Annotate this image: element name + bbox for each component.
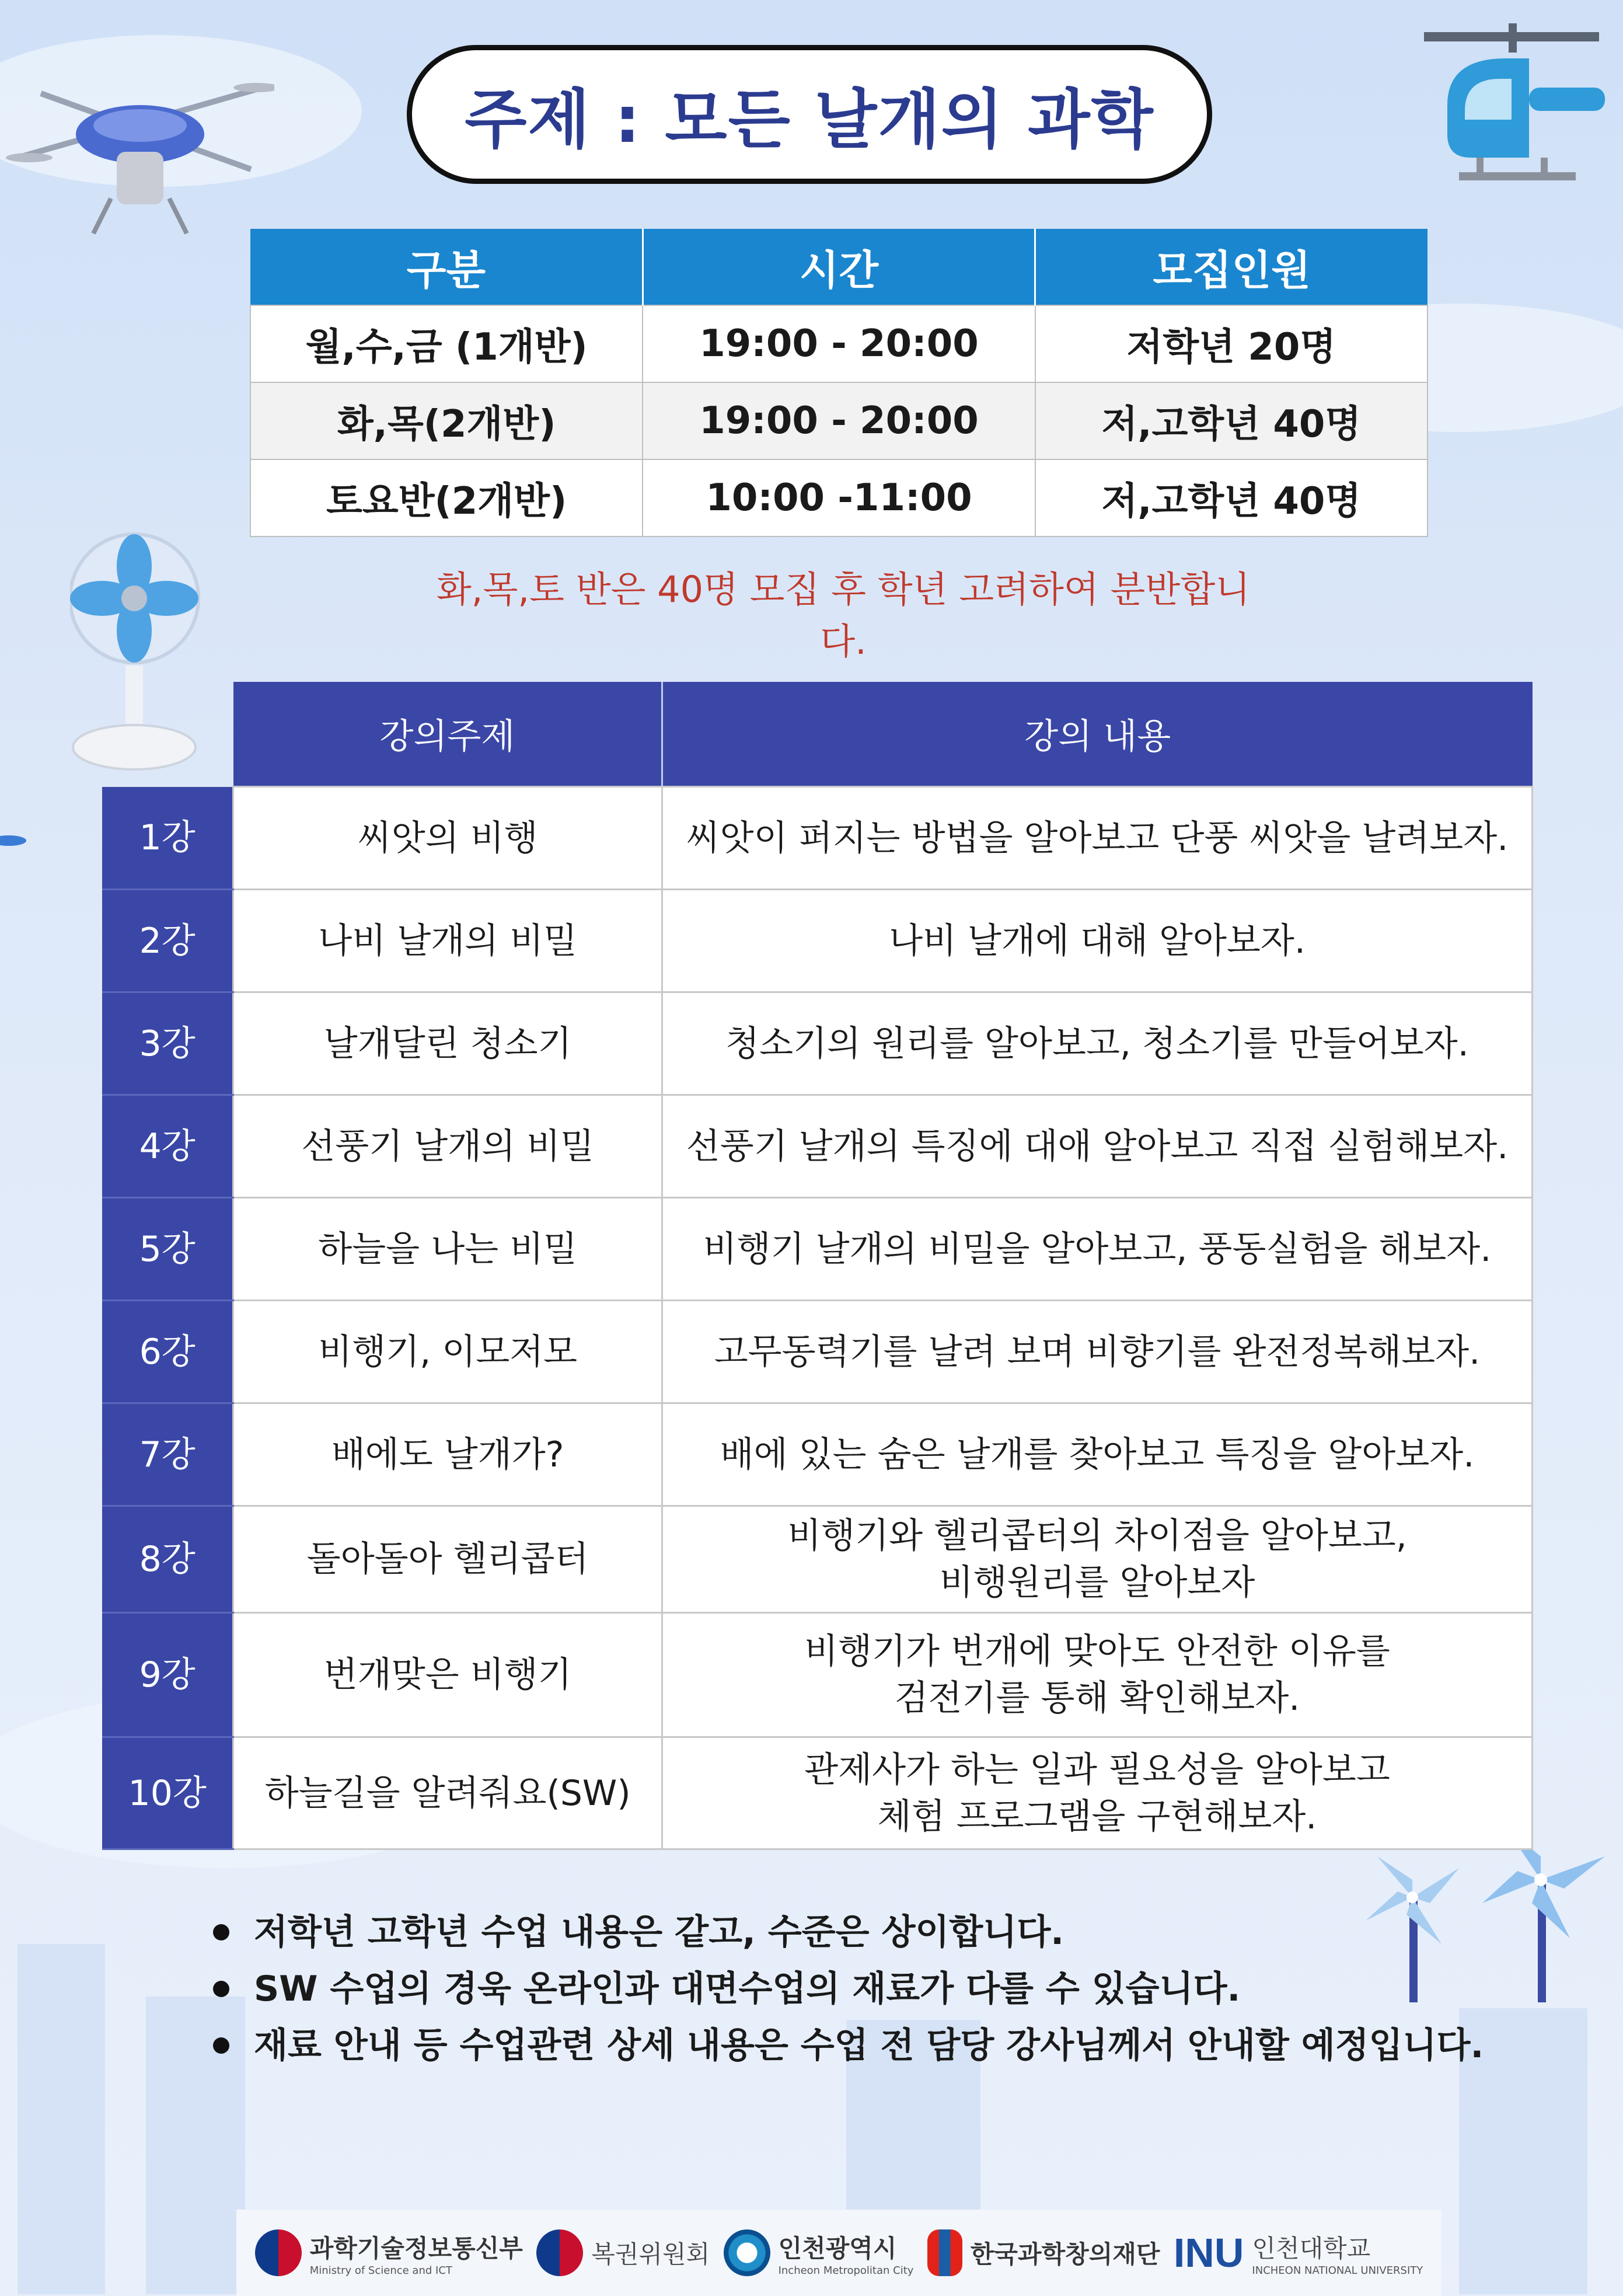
logo-lottery-commission [536,2229,710,2276]
lecture-header-row [102,682,1533,787]
lecture-content-line: 비행기와 헬리콥터의 차이점을 알아보고, [787,1515,1407,1556]
logo-subtitle: INCHEON NATIONAL UNIVERSITY [1252,2264,1423,2277]
table-row [102,1301,1533,1403]
inu-emblem-icon: INU [1173,2230,1244,2276]
schedule-table [250,229,1428,537]
lecture-topic: 날개달린 청소기 [233,992,662,1095]
lecture-number: 3강 [102,992,233,1095]
list-item: SW 수업의 경욱 온라인과 대면수업의 재료가 다를 수 있습니다. [213,1961,1555,2018]
logo-kofac [927,2229,1160,2276]
lecture-content [662,890,1532,992]
logo-name: 과학기술정보통신부 [309,2234,523,2263]
lecture-topic: 하늘길을 알려줘요(SW) [233,1737,662,1849]
schedule-cell: 저,고학년 40명 [1035,459,1427,536]
lecture-number: 7강 [102,1403,233,1506]
list-item: 저학년 고학년 수업 내용은 같고, 수준은 상이합니다. [213,1904,1555,1961]
lecture-table [102,682,1533,1850]
lecture-topic: 선풍기 날개의 비밀 [233,1095,662,1198]
lecture-content [662,1506,1532,1613]
lecture-number: 1강 [102,787,233,890]
lecture-number: 10강 [102,1737,233,1849]
city-silhouette [18,1944,105,2294]
helicopter-icon [1424,23,1617,193]
taegeuk-emblem-icon [536,2229,583,2276]
table-row [102,890,1533,992]
lecture-content-line: 선풍기 날개의 특징에 대애 알아보고 직접 실험해보자. [686,1126,1509,1167]
table-row [102,1095,1533,1198]
logo-subtitle: Incheon Metropolitan City [778,2264,914,2277]
schedule-cell: 19:00 - 20:00 [643,305,1035,382]
lecture-topic: 번개맞은 비행기 [233,1613,662,1737]
schedule-cell: 저학년 20명 [1035,305,1427,382]
lecture-number: 6강 [102,1301,233,1403]
list-item: 재료 안내 등 수업관련 상세 내용은 수업 전 담당 강사님께서 안내할 예정입니다. [213,2018,1555,2074]
lecture-content [662,1403,1532,1506]
lecture-number: 9강 [102,1613,233,1737]
lecture-topic: 하늘을 나는 비밀 [233,1198,662,1301]
lecture-content-line: 청소기의 원리를 알아보고, 청소기를 만들어보자. [725,1023,1469,1064]
lecture-topic: 돌아돌아 헬리콥터 [233,1506,662,1613]
lecture-content-line: 비행기 날개의 비밀을 알아보고, 풍동실험을 해보자. [703,1228,1492,1270]
schedule-cell: 저,고학년 40명 [1035,382,1427,459]
schedule-cell: 10:00 -11:00 [643,459,1035,536]
table-row [102,992,1533,1095]
page-title: 주제 : 모든 날개의 과학 [465,82,1154,157]
lecture-content [662,1095,1532,1198]
logo-subtitle: Ministry of Science and ICT [309,2264,452,2277]
lecture-number: 4강 [102,1095,233,1198]
lecture-content-line: 고무동력기를 날려 보며 비향기를 완전정복해보자. [714,1331,1481,1372]
lecture-content-line: 체험 프로그램을 구현해보자. [877,1796,1317,1837]
drone-icon [6,53,274,245]
sponsor-logo-bar [236,2210,1441,2296]
incheon-emblem-icon [724,2229,770,2276]
lecture-content [662,992,1532,1095]
table-row [102,1403,1533,1506]
lecture-number: 8강 [102,1506,233,1613]
lecture-content [662,1613,1532,1737]
lecture-topic: 배에도 날개가? [233,1403,662,1506]
lecture-topic: 씨앗의 비행 [233,787,662,890]
table-row [102,1506,1533,1613]
lecture-content [662,1301,1532,1403]
lecture-content [662,787,1532,890]
logo-name: 복권위원회 [591,2240,710,2269]
schedule-cell: 토요반(2개반) [250,459,643,536]
table-row [102,1198,1533,1301]
logo-name: 인천광역시 [778,2234,897,2263]
schedule-cell: 화,목(2개반) [250,382,643,459]
lecture-number: 5강 [102,1198,233,1301]
lecture-header-blank [102,682,233,787]
lecture-content [662,1737,1532,1849]
lecture-topic: 비행기, 이모저모 [233,1301,662,1403]
table-row [102,1737,1533,1849]
lecture-topic: 나비 날개의 비밀 [233,890,662,992]
table-row [250,382,1427,459]
schedule-header-capacity: 모집인원 [1035,229,1427,305]
logo-incheon-city [724,2229,914,2277]
table-row [250,305,1427,382]
schedule-header-row [250,229,1427,305]
table-row [102,1613,1533,1737]
lecture-content-line: 검전기를 통해 확인해보자. [894,1678,1300,1719]
logo-msit [255,2229,523,2277]
logo-name: 한국과학창의재단 [970,2240,1160,2269]
schedule-header-time: 시간 [643,229,1035,305]
lecture-content-line: 나비 날개에 대해 알아보자. [889,920,1306,961]
lecture-content-line: 비행기가 번개에 맞아도 안전한 이유를 [804,1631,1390,1672]
lecture-content-line: 씨앗이 퍼지는 방법을 알아보고 단풍 씨앗을 날려보자. [686,817,1509,859]
lecture-content-line: 관제사가 하는 일과 필요성을 알아보고 [804,1749,1390,1790]
airplane-icon [0,826,35,855]
kofac-emblem-icon [927,2229,962,2276]
lecture-number: 2강 [102,890,233,992]
schedule-cell: 19:00 - 20:00 [643,382,1035,459]
lecture-content-line: 비행원리를 알아보자 [939,1562,1255,1603]
lecture-header-topic: 강의주제 [233,682,662,787]
schedule-cell: 월,수,금 (1개반) [250,305,643,382]
class-split-notice: 화,목,토 반은 40명 모집 후 학년 고려하여 분반합니다. [436,568,1251,663]
lecture-content [662,1198,1532,1301]
notes-list [213,1904,1555,2074]
logo-name: 인천대학교 [1252,2234,1371,2263]
taegeuk-emblem-icon [255,2229,302,2276]
table-row [102,787,1533,890]
lecture-header-content: 강의 내용 [662,682,1532,787]
logo-inu [1174,2229,1423,2277]
lecture-content-line: 배에 있는 숨은 날개를 찾아보고 특징을 알아보자. [720,1434,1475,1475]
table-row [250,459,1427,536]
title-banner [407,45,1212,184]
schedule-header-division: 구분 [250,229,643,305]
